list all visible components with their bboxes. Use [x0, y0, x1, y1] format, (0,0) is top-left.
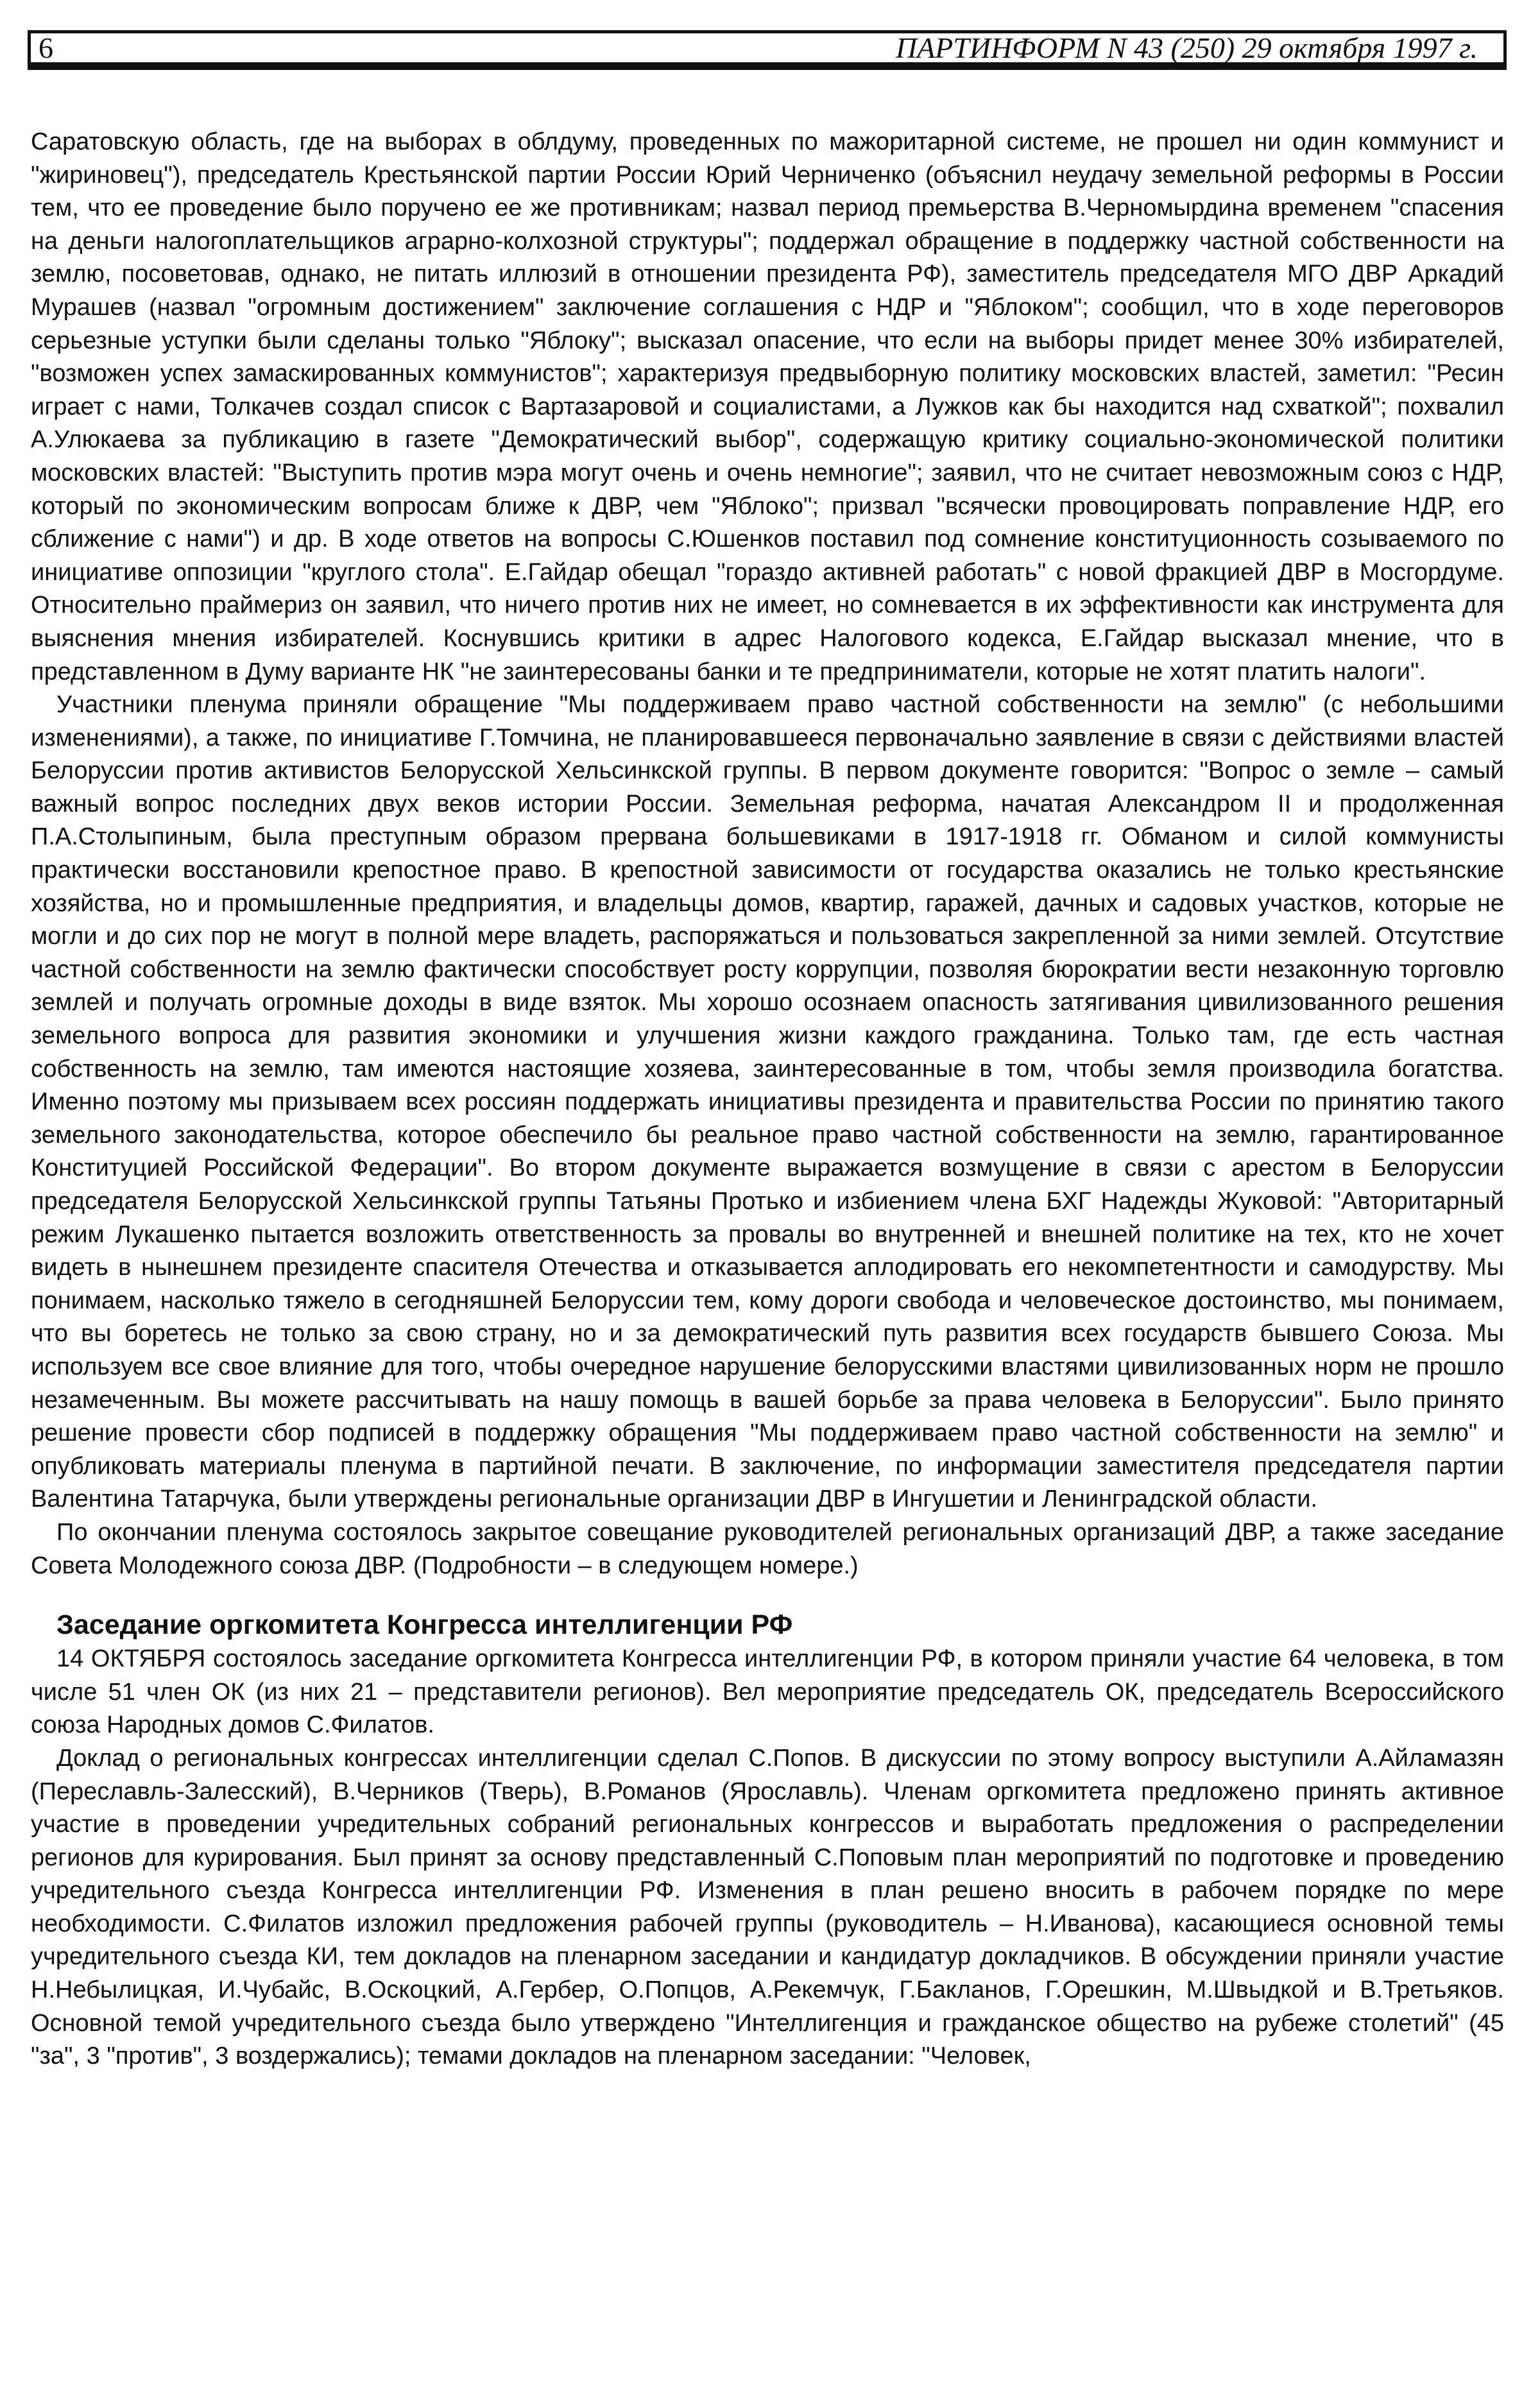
paragraph: 14 ОКТЯБРЯ состоялось заседание оргкомитета Конгресса интеллигенции РФ, в котором приняли участие 64 человека, в том числе 51 член ОК (из них 21 – представители регионов). Вел мероприятие председатель ОК, председатель Всероссийского союза Народных домов С.Филатов.: [31, 1645, 1504, 1739]
paragraph: По окончании пленума состоялось закрытое совещание руководителей региональных организаций ДВР, а также заседание Совета Молодежного союза ДВР. (Подробности – в следующем номере.): [31, 1518, 1504, 1579]
page-number: 6: [38, 31, 53, 64]
paragraph: Участники пленума приняли обращение "Мы поддерживаем право частной собственности на землю" (с небольшими изменениями), а также, по инициативе Г.Томчина, не планировавшееся первоначально заявление в связи с действиями властей Белоруссии против активистов Белорусской Хельсинкской группы. В первом документе говорится: "Вопрос о земле – самый важный вопрос последних двух веков истории России. Земельная реформа, начатая Александром II и продолженная П.А.Столыпиным, была преступным образом прервана большевиками в 1917-1918 гг. Обманом и силой коммунисты практически восстановили крепостное право. В крепостной зависимости от государства оказались не только крестьянские хозяйства, но и промышленные предприятия, и владельцы домов, квартир, гаражей, дачных и садовых участков, которые не могли и до сих пор не могут в полной мере владеть, распоряжаться и пользоваться закрепленной за ними землей. Отсутствие частной собственности на землю фактически способствует росту коррупции, позволяя бюрократии вести незаконную торговлю землей и получать огромные доходы в виде взяток. Мы хорошо осознаем опасность затягивания цивилизованного решения земельного вопроса для развития экономики и улучшения жизни каждого гражданина. Только там, где есть частная собственность на землю, там имеются настоящие хозяева, заинтересованные в том, чтобы земля производила богатства. Именно поэтому мы призываем всех россиян поддержать инициативы президента и правительства России по принятию такого земельного законодательства, которое обеспечило бы реальное право частной собственности на землю, гарантированное Конституцией Российской Федерации". Во втором документе выражается возмущение в связи с арестом в Белоруссии председателя Белорусской Хельсинкской группы Татьяны Протько и избиением члена БХГ Надежды Жуковой: "Авторитарный режим Лукашенко пытается возложить ответственность за провалы во внутренней и внешней политике на тех, кто не хочет видеть в нынешнем президенте спасителя Отечества и отказывается аплодировать его некомпетентности и самодурству. Мы понимаем, насколько тяжело в сегодняшней Белоруссии тем, кому дороги свобода и человеческое достоинство, мы понимаем, что вы боретесь не только за свою страну, но и за демократический путь развития всех государств бывшего Союза. Мы используем все свое влияние для того, чтобы очередное нарушение белорусскими властями цивилизованных норм не прошло незамеченным. Вы можете рассчитывать на нашу помощь в вашей борьбе за права человека в Белоруссии". Было принято решение провести сбор подписей в поддержку обращения "Мы поддерживаем право частной собственности на землю" и опубликовать материалы пленума в партийной печати. В заключение, по информации заместителя председателя партии Валентина Татарчука, были утверждены региональные организации ДВР в Ингушетии и Ленинградской области.: [31, 691, 1504, 1513]
page-header: [28, 30, 1507, 65]
section-title: Заседание оргкомитета Конгресса интеллигенции РФ: [56, 1609, 793, 1641]
issue-line: ПАРТИНФОРМ N 43 (250) 29 октября 1997 г.: [895, 31, 1478, 64]
article-body: [31, 126, 1504, 2372]
paragraph: Доклад о региональных конгрессах интеллигенции сделал С.Попов. В дискуссии по этому вопросу выступили А.Айламазян (Переславль-Залесский), В.Черников (Тверь), В.Романов (Ярославль). Членам оргкомитета предложено принять активное участие в проведении учредительных собраний региональных конгрессов и выработать предложения о распределении регионов для курирования. Был принят за основу представленный С.Поповым план мероприятий по подготовке и проведению учредительного съезда Конгресса интеллигенции РФ. Изменения в план решено вносить в рабочем порядке по мере необходимости. С.Филатов изложил предложения рабочей группы (руководитель – Н.Иванова), касающиеся основной темы учредительного съезда КИ, тем докладов на пленарном заседании и кандидатур докладчиков. В обсуждении приняли участие Н.Небылицкая, И.Чубайс, В.Оскоцкий, А.Гербер, О.Попцов, А.Рекемчук, Г.Бакланов, Г.Орешкин, М.Швыдкой и В.Третьяков. Основной темой учредительного съезда было утверждено "Интеллигенция и гражданское общество на рубеже столетий" (45 "за", 3 "против", 3 воздержались); темами докладов на пленарном заседании: "Человек,: [31, 1744, 1504, 2070]
paragraph: Саратовскую область, где на выборах в облдуму, проведенных по мажоритарной системе, не прошел ни один коммунист и "жириновец"), председатель Крестьянской партии России Юрий Черниченко (объяснил неудачу земельной реформы в России тем, что ее проведение было поручено ее же противникам; назвал период премьерства В.Черномырдина временем "спасения на деньги налогоплательщиков аграрно-колхозной структуры"; поддержал обращение в поддержку частной собственности на землю, посоветовав, однако, не питать иллюзий в отношении президента РФ), заместитель председателя МГО ДВР Аркадий Мурашев (назвал "огромным достижением" заключение соглашения с НДР и "Яблоком"; сообщил, что в ходе переговоров серьезные уступки были сделаны только "Яблоку"; высказал опасение, что если на выборы придет менее 30% избирателей, "возможен успех замаскированных коммунистов"; характеризуя предвыборную политику московских властей, заметил: "Ресин играет с нами, Толкачев создал список с Вартазаровой и социалистами, а Лужков как бы находится над схваткой"; похвалил А.Улюкаева за публикацию в газете "Демократический выбор", содержащую критику социально-экономической политики московских властей: "Выступить против мэра могут очень и очень немногие"; заявил, что не считает невозможным союз с НДР, который по экономическим вопросам ближе к ДВР, чем "Яблоко"; призвал "всячески провоцировать поправление НДР, его сближение с нами") и др. В ходе ответов на вопросы С.Юшенков поставил под сомнение конституционность созываемого по инициативе оппозиции "круглого стола". Е.Гайдар обещал "гораздо активней работать" с новой фракцией ДВР в Мосгордуме. Относительно праймериз он заявил, что ничего против них не имеет, но сомневается в их эффективности как инструмента для выяснения мнения избирателей. Коснувшись критики в адрес Налогового кодекса, Е.Гайдар высказал мнение, что в представленном в Думу варианте НК "не заинтересованы банки и те предприниматели, которые не хотят платить налоги".: [31, 128, 1504, 685]
header-rule: [28, 65, 1507, 70]
